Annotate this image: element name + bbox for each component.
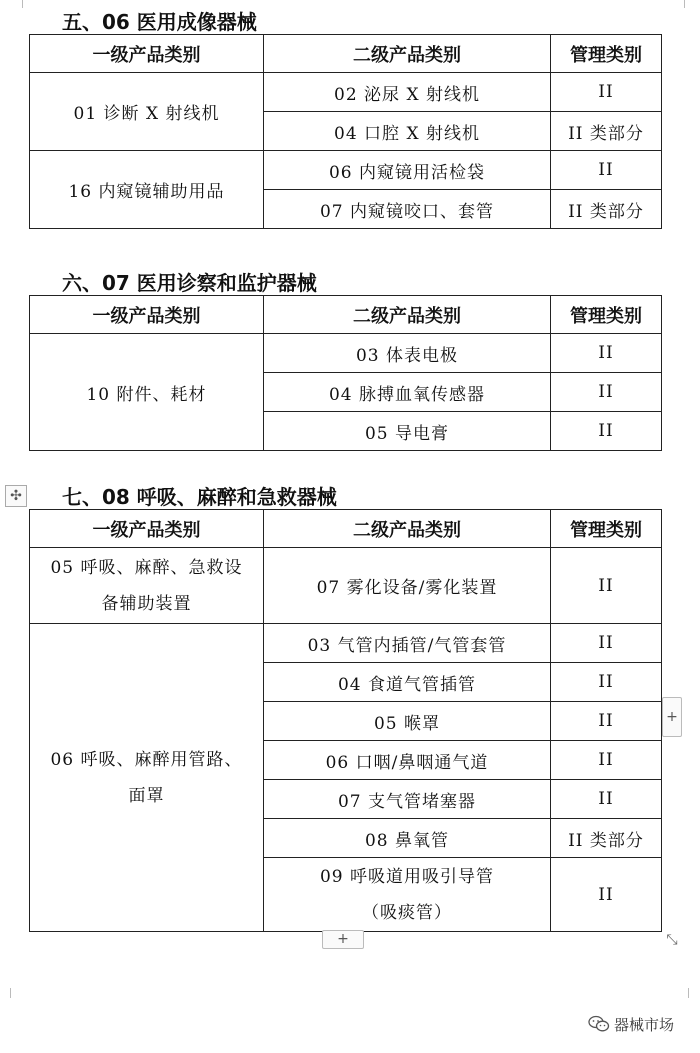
section-title-diagnosis: 六、07 医用诊察和监护器械 <box>62 271 317 295</box>
level1-line: 备辅助装置 <box>101 593 192 614</box>
level2-cell: 02 泌尿 X 射线机 <box>264 73 551 112</box>
table-imaging <box>29 34 662 229</box>
mgmt-cell: II <box>551 702 662 741</box>
table-move-handle-icon[interactable]: ✣ <box>5 485 27 507</box>
level1-line: 面罩 <box>128 785 165 806</box>
page-corner-mark <box>688 988 699 998</box>
mgmt-cell: II <box>551 780 662 819</box>
mgmt-cell: II <box>551 548 662 624</box>
mgmt-cell: II 类部分 <box>551 819 662 858</box>
table-header-row <box>30 296 662 334</box>
level1-cell: 01 诊断 X 射线机 <box>30 73 264 151</box>
mgmt-cell: II <box>551 624 662 663</box>
level2-cell: 06 口咽/鼻咽通气道 <box>264 741 551 780</box>
mgmt-cell: II <box>551 73 662 112</box>
mgmt-cell: II <box>551 412 662 451</box>
table-row <box>30 624 662 663</box>
level2-cell: 04 口腔 X 射线机 <box>264 112 551 151</box>
page-corner-mark <box>684 0 695 8</box>
header-level2: 二级产品类别 <box>264 35 551 73</box>
mgmt-cell: II 类部分 <box>551 112 662 151</box>
level2-cell: 04 食道气管插管 <box>264 663 551 702</box>
mgmt-cell: II <box>551 151 662 190</box>
page-corner-mark <box>12 0 23 8</box>
mgmt-cell: II <box>551 663 662 702</box>
watermark-text: 器械市场 <box>614 1015 675 1034</box>
table-header-row <box>30 510 662 548</box>
add-column-button[interactable]: + <box>662 697 682 737</box>
wechat-bubble-icon <box>588 1015 610 1033</box>
table-row <box>30 73 662 112</box>
level2-cell: 07 内窥镜咬口、套管 <box>264 190 551 229</box>
table-row <box>30 548 662 624</box>
level2-cell <box>264 858 551 932</box>
table-row <box>30 334 662 373</box>
level2-line: （吸痰管） <box>362 902 452 923</box>
level2-cell: 05 喉罩 <box>264 702 551 741</box>
table-resize-icon[interactable]: ⤡ <box>666 932 678 948</box>
level1-cell: 16 内窥镜辅助用品 <box>30 151 264 229</box>
level1-line: 06 呼吸、麻醉用管路、 <box>50 749 243 770</box>
level2-cell: 04 脉搏血氧传感器 <box>264 373 551 412</box>
header-level2: 二级产品类别 <box>264 296 551 334</box>
level2-cell: 08 鼻氧管 <box>264 819 551 858</box>
add-row-button[interactable]: + <box>322 930 364 949</box>
level1-cell: 10 附件、耗材 <box>30 334 264 451</box>
page-corner-mark <box>0 988 11 998</box>
watermark <box>588 1012 674 1036</box>
header-level2: 二级产品类别 <box>264 510 551 548</box>
header-mgmt: 管理类别 <box>551 510 662 548</box>
header-level1: 一级产品类别 <box>30 510 264 548</box>
level2-cell: 05 导电膏 <box>264 412 551 451</box>
level2-cell: 03 体表电极 <box>264 334 551 373</box>
level1-cell <box>30 548 264 624</box>
section-title-respiratory: 七、08 呼吸、麻醉和急救器械 <box>62 485 337 509</box>
header-level1: 一级产品类别 <box>30 296 264 334</box>
header-mgmt: 管理类别 <box>551 296 662 334</box>
mgmt-cell: II <box>551 373 662 412</box>
mgmt-cell: II <box>551 334 662 373</box>
table-header-row <box>30 35 662 73</box>
level2-cell: 07 支气管堵塞器 <box>264 780 551 819</box>
header-mgmt: 管理类别 <box>551 35 662 73</box>
level1-line: 05 呼吸、麻醉、急救设 <box>50 557 243 578</box>
mgmt-cell: II <box>551 741 662 780</box>
mgmt-cell: II 类部分 <box>551 190 662 229</box>
level2-cell: 03 气管内插管/气管套管 <box>264 624 551 663</box>
level2-cell: 06 内窥镜用活检袋 <box>264 151 551 190</box>
section-title-imaging: 五、06 医用成像器械 <box>62 10 257 34</box>
table-diagnosis <box>29 295 662 451</box>
level1-cell <box>30 624 264 932</box>
level2-line: 09 呼吸道用吸引导管 <box>319 866 495 887</box>
header-level1: 一级产品类别 <box>30 35 264 73</box>
level2-cell: 07 雾化设备/雾化装置 <box>264 548 551 624</box>
table-respiratory <box>29 509 662 932</box>
table-row <box>30 151 662 190</box>
mgmt-cell: II <box>551 858 662 932</box>
